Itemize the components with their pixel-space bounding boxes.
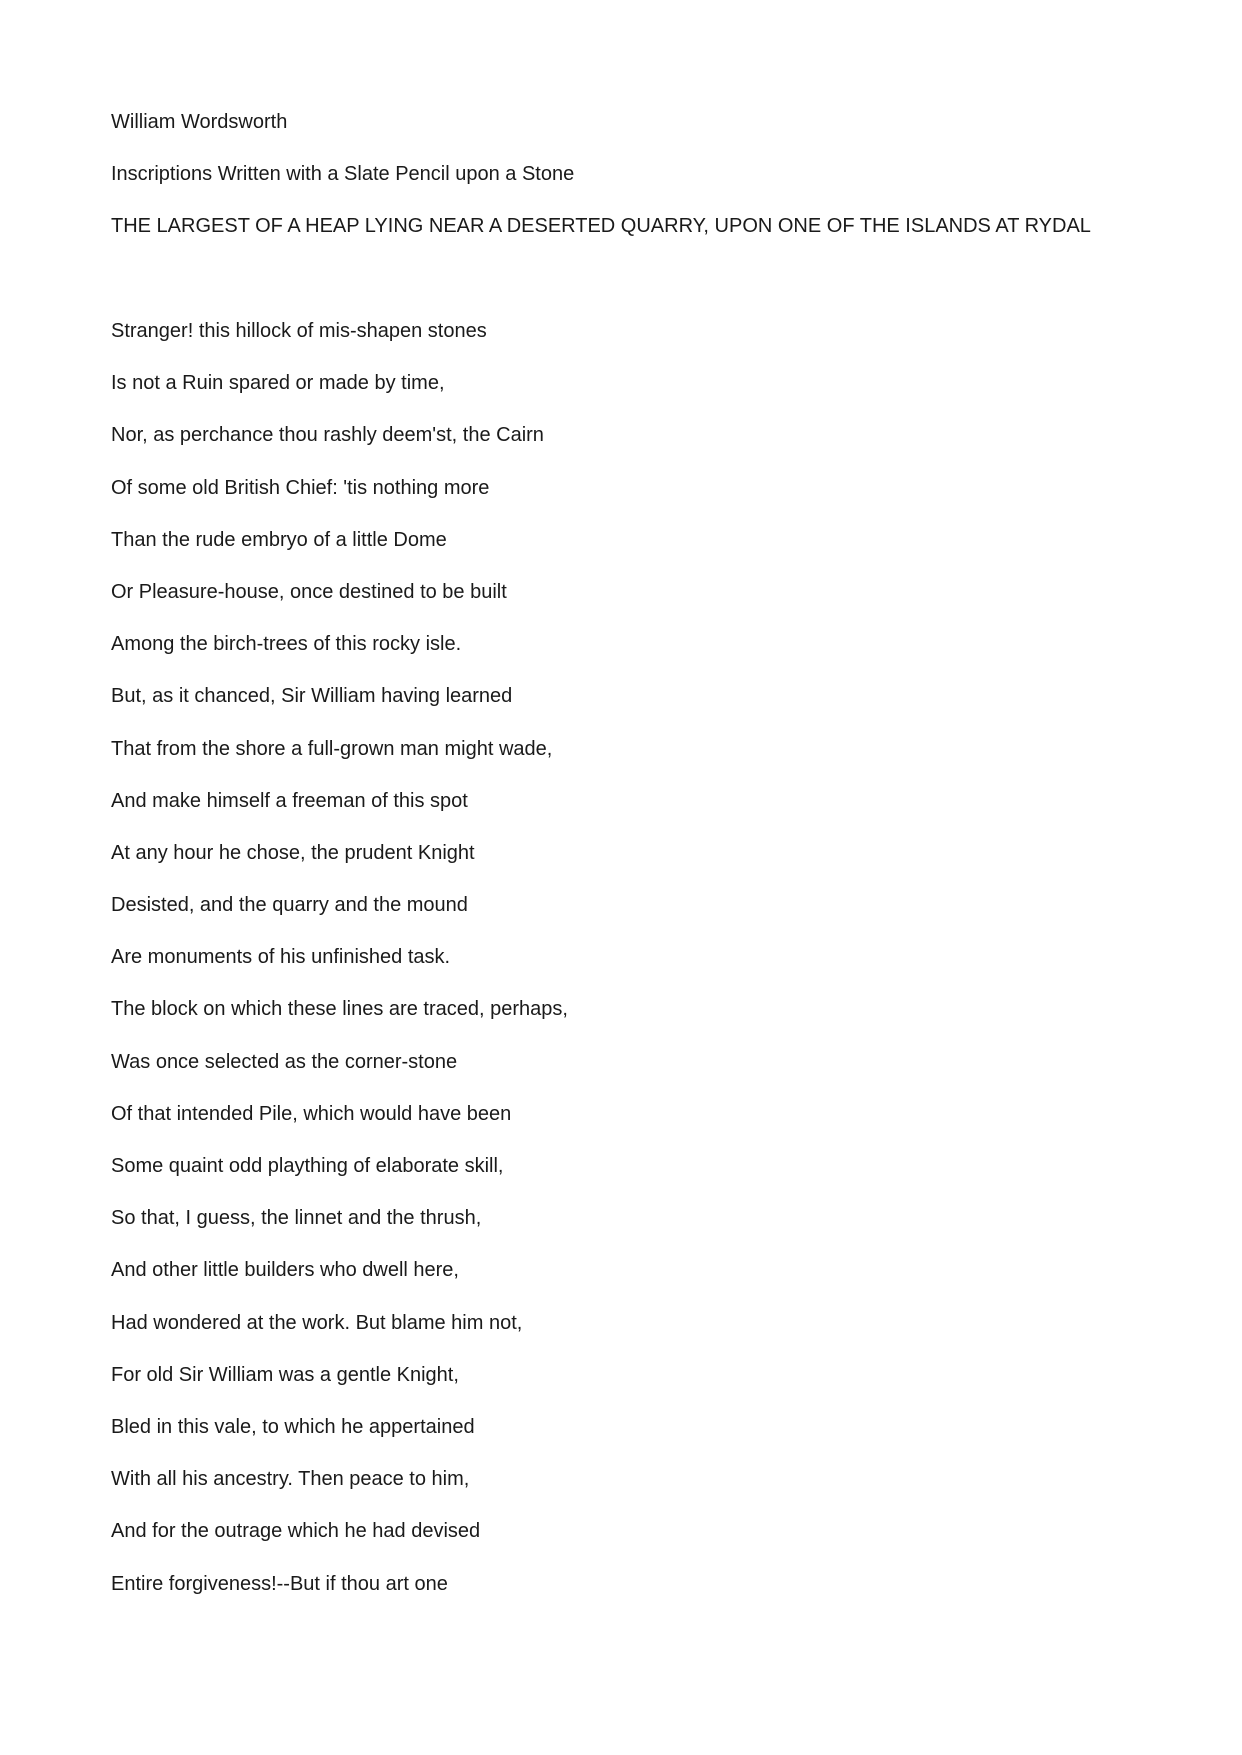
poem-line: Or Pleasure-house, once destined to be built [111, 580, 507, 603]
poem-line: Are monuments of his unfinished task. [111, 946, 451, 969]
poem-line: Desisted, and the quarry and the mound [111, 894, 468, 917]
poem-line: The block on which these lines are traced, perhaps, [111, 998, 568, 1021]
poem-line: Among the birch-trees of this rocky isle. [111, 633, 462, 656]
poem-body [111, 319, 568, 1624]
poem-line: Some quaint odd plaything of elaborate skill, [111, 1155, 504, 1177]
author-name: William Wordsworth [111, 111, 288, 133]
poem-line: That from the shore a full-grown man might wade, [111, 737, 553, 760]
poem-line: Had wondered at the work. But blame him not, [111, 1311, 523, 1334]
poem-line: Than the rude embryo of a little Dome [111, 528, 447, 551]
poem-line: Bled in this vale, to which he appertained [111, 1415, 475, 1438]
poem-line: Of some old British Chief: 'tis nothing more [111, 476, 490, 499]
poem-subtitle: THE LARGEST OF A HEAP LYING NEAR A DESERTED QUARRY, UPON ONE OF THE ISLANDS AT RYDAL [111, 215, 1091, 237]
poem-line: Stranger! this hillock of mis-shapen stones [111, 320, 487, 342]
poem-title: Inscriptions Written with a Slate Pencil upon a Stone [111, 163, 575, 185]
poem-line: Is not a Ruin spared or made by time, [111, 372, 445, 395]
poem-line: And other little builders who dwell here, [111, 1259, 459, 1282]
document-header [111, 110, 1091, 266]
poem-line: Entire forgiveness!--But if thou art one [111, 1572, 448, 1595]
poem-line: Nor, as perchance thou rashly deem'st, the Cairn [111, 424, 544, 447]
poem-line: For old Sir William was a gentle Knight, [111, 1363, 459, 1386]
poem-line: Of that intended Pile, which would have been [111, 1102, 512, 1125]
poem-line: At any hour he chose, the prudent Knight [111, 841, 475, 864]
poem-line: With all his ancestry. Then peace to him, [111, 1468, 470, 1491]
poem-line: And for the outrage which he had devised [111, 1520, 481, 1543]
poem-line: Was once selected as the corner-stone [111, 1050, 458, 1073]
poem-line: And make himself a freeman of this spot [111, 789, 468, 812]
poem-line: But, as it chanced, Sir William having learned [111, 685, 513, 708]
poem-line: So that, I guess, the linnet and the thrush, [111, 1207, 482, 1230]
